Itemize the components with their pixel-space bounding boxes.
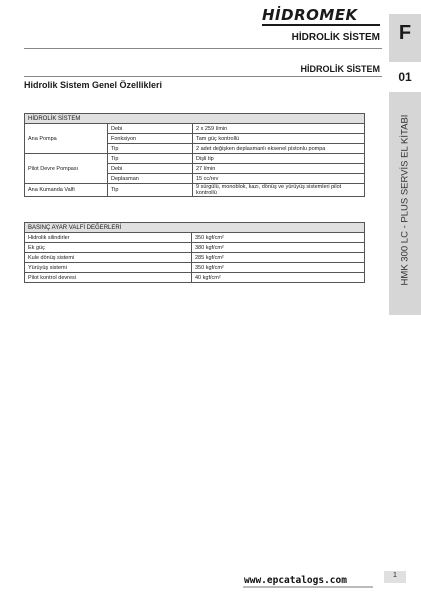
row-key: Ek güç bbox=[25, 243, 192, 253]
pressure-valve-table bbox=[24, 222, 365, 283]
row-key: Tip bbox=[108, 154, 193, 164]
section-divider bbox=[24, 76, 382, 77]
header-title: HİDROLİK SİSTEM bbox=[291, 32, 380, 43]
row-value: 40 kgf/cm² bbox=[192, 273, 365, 283]
row-key: Deplasman bbox=[108, 174, 193, 184]
row-key: Kule dönüş sistemi bbox=[25, 253, 192, 263]
footer-underline bbox=[243, 586, 373, 588]
row-value: 27 l/min bbox=[193, 164, 365, 174]
table-row bbox=[25, 243, 365, 253]
row-group-label: Ana Kumanda Valfi bbox=[25, 184, 108, 197]
row-key: Debi bbox=[108, 164, 193, 174]
row-key: Yürüyüş sistemi bbox=[25, 263, 192, 273]
row-value: Dişli tip bbox=[193, 154, 365, 164]
table-header: BASINÇ AYAR VALFİ DEĞERLERİ bbox=[25, 223, 365, 233]
chapter-number: 01 bbox=[398, 70, 412, 84]
row-value: Tam güç kontrollü bbox=[193, 134, 365, 144]
row-group-label: Ana Pompa bbox=[25, 124, 108, 154]
side-tab bbox=[389, 14, 421, 315]
hidromek-logo: HİDROMEK bbox=[262, 6, 358, 24]
row-value: 285 kgf/cm² bbox=[192, 253, 365, 263]
book-title: HMK 300 LC - PLUS SERVİS EL KİTABI bbox=[399, 114, 411, 286]
row-group-label: Pilot Devre Pompası bbox=[25, 154, 108, 184]
row-value: 380 kgf/cm² bbox=[192, 243, 365, 253]
document-title: Hidrolik Sistem Genel Özellikleri bbox=[24, 80, 163, 90]
side-tab-letter: F bbox=[398, 22, 412, 44]
row-value: 350 kgf/cm² bbox=[192, 233, 365, 243]
header-divider bbox=[24, 48, 382, 49]
section-title: HİDROLİK SİSTEM bbox=[300, 64, 380, 74]
row-value: 15 cc/rev bbox=[193, 174, 365, 184]
row-key: Hidrolik silindirler bbox=[25, 233, 192, 243]
row-key: Pilot kontrol devresi bbox=[25, 273, 192, 283]
table-row bbox=[25, 253, 365, 263]
row-key: Tip bbox=[108, 144, 193, 154]
row-value: 9 sürgülü, monoblok, kazı, dönüş ve yürüyüş sistemleri pilot kontrollü bbox=[193, 184, 365, 197]
table-row bbox=[25, 154, 365, 164]
table-row bbox=[25, 233, 365, 243]
table-row bbox=[25, 124, 365, 134]
row-key: Debi bbox=[108, 124, 193, 134]
row-key: Tip bbox=[108, 184, 193, 197]
logo-underline bbox=[262, 24, 380, 26]
row-value: 2 x 259 l/min bbox=[193, 124, 365, 134]
table-row bbox=[25, 273, 365, 283]
hydraulic-system-table bbox=[24, 113, 365, 197]
table-row bbox=[25, 184, 365, 197]
table-row bbox=[25, 263, 365, 273]
row-value: 350 kgf/cm² bbox=[192, 263, 365, 273]
table-header: HİDROLİK SİSTEM bbox=[25, 114, 365, 124]
page-number: 1 bbox=[393, 572, 397, 579]
row-value: 2 adet değişken deplasmanlı eksenel pistonlu pompa bbox=[193, 144, 365, 154]
footer-link[interactable]: www.epcatalogs.com bbox=[244, 575, 347, 586]
row-key: Fonksiyon bbox=[108, 134, 193, 144]
